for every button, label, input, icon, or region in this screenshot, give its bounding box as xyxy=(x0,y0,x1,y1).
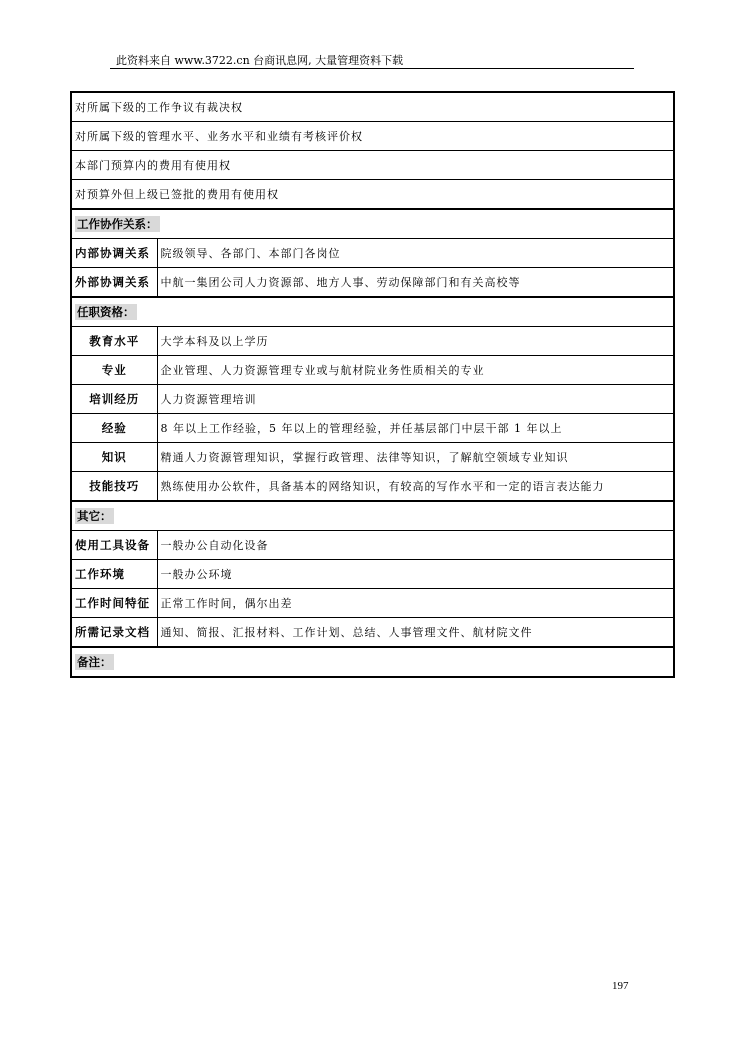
page-number: 197 xyxy=(612,980,629,992)
row-value: 人力资源管理培训 xyxy=(157,385,674,414)
authority-text: 本部门预算内的费用有使用权 xyxy=(71,151,674,180)
row-label: 知识 xyxy=(71,443,157,472)
cooperation-row xyxy=(71,239,674,268)
row-label: 外部协调关系 xyxy=(71,268,157,298)
qualification-row xyxy=(71,472,674,502)
row-value: 熟练使用办公软件，具备基本的网络知识，有较高的写作水平和一定的语言表达能力 xyxy=(157,472,674,502)
qualification-row xyxy=(71,443,674,472)
row-label: 所需记录文档 xyxy=(71,618,157,648)
row-label: 内部协调关系 xyxy=(71,239,157,268)
job-description-table xyxy=(70,91,675,678)
section-title: 其它： xyxy=(77,509,112,523)
other-row xyxy=(71,618,674,648)
qualification-row xyxy=(71,385,674,414)
section-remarks xyxy=(71,647,674,677)
other-row xyxy=(71,531,674,560)
authority-text: 对所属下级的工作争议有裁决权 xyxy=(71,92,674,122)
row-value: 通知、简报、汇报材料、工作计划、总结、人事管理文件、航材院文件 xyxy=(157,618,674,648)
row-value: 中航一集团公司人力资源部、地方人事、劳动保障部门和有关高校等 xyxy=(157,268,674,298)
section-title: 备注： xyxy=(77,655,112,669)
cooperation-row xyxy=(71,268,674,298)
row-label: 经验 xyxy=(71,414,157,443)
section-qualification xyxy=(71,297,674,327)
other-row xyxy=(71,560,674,589)
row-value: 正常工作时间，偶尔出差 xyxy=(157,589,674,618)
row-value: 精通人力资源管理知识，掌握行政管理、法律等知识，了解航空领域专业知识 xyxy=(157,443,674,472)
section-title: 任职资格： xyxy=(77,305,135,319)
row-label: 使用工具设备 xyxy=(71,531,157,560)
section-title: 工作协作关系： xyxy=(77,217,158,231)
qualification-row xyxy=(71,327,674,356)
authority-row xyxy=(71,122,674,151)
other-row xyxy=(71,589,674,618)
authority-row xyxy=(71,92,674,122)
row-label: 技能技巧 xyxy=(71,472,157,502)
authority-row xyxy=(71,180,674,210)
row-label: 专业 xyxy=(71,356,157,385)
row-value: 一般办公环境 xyxy=(157,560,674,589)
section-cooperation xyxy=(71,209,674,239)
qualification-row xyxy=(71,356,674,385)
row-label: 工作环境 xyxy=(71,560,157,589)
authority-text: 对预算外但上级已签批的费用有使用权 xyxy=(71,180,674,210)
row-value: 院级领导、各部门、本部门各岗位 xyxy=(157,239,674,268)
row-value: 企业管理、人力资源管理专业或与航材院业务性质相关的专业 xyxy=(157,356,674,385)
authority-row xyxy=(71,151,674,180)
section-other xyxy=(71,501,674,531)
qualification-row xyxy=(71,414,674,443)
page-header: 此资料来自 www.3722.cn 台商讯息网, 大量管理资料下载 xyxy=(110,52,634,69)
row-value: 大学本科及以上学历 xyxy=(157,327,674,356)
authority-text: 对所属下级的管理水平、业务水平和业绩有考核评价权 xyxy=(71,122,674,151)
row-label: 工作时间特征 xyxy=(71,589,157,618)
row-label: 教育水平 xyxy=(71,327,157,356)
row-value: 一般办公自动化设备 xyxy=(157,531,674,560)
row-value: 8 年以上工作经验，5 年以上的管理经验，并任基层部门中层干部 1 年以上 xyxy=(157,414,674,443)
row-label: 培训经历 xyxy=(71,385,157,414)
